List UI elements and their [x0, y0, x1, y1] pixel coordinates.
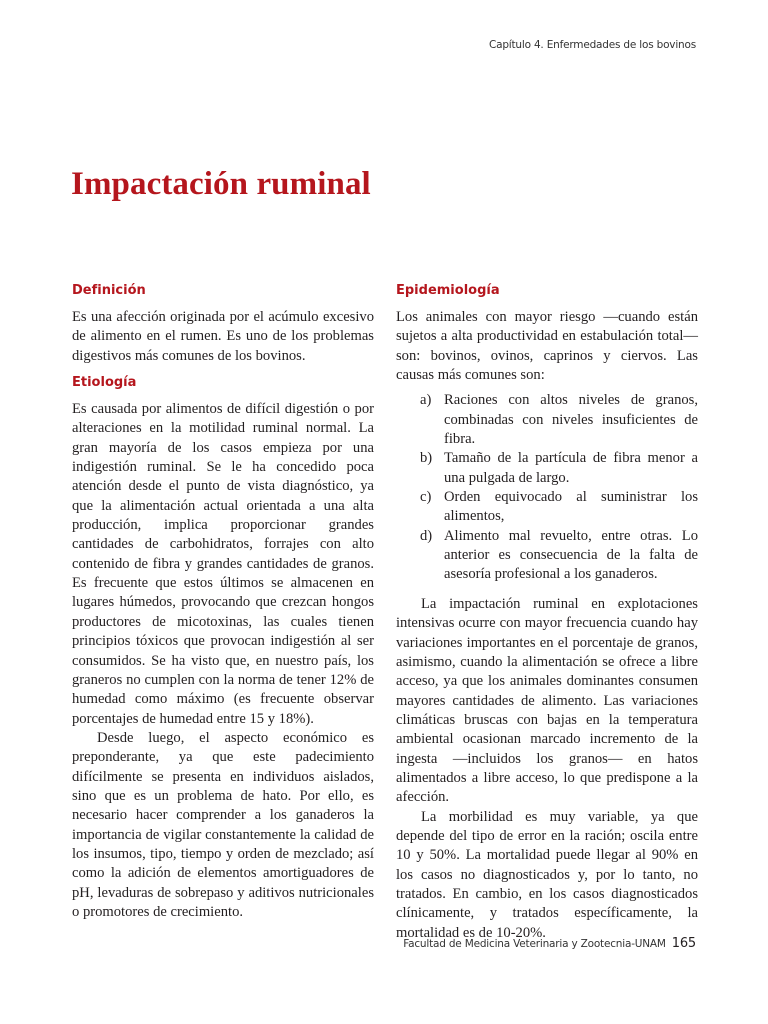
- list-item: [396, 391, 698, 449]
- etiologia-paragraph-2: Desde luego, el aspecto económico es preponderante, ya que este padecimiento difícilmente se presenta en individuos aislados, sino que es un problema de hato. Por ello, es necesario hacer comprender a los ganaderos la importancia de vigilar constantemente la calidad de los insumos, tipo, tiempo y orden de mezclado; así como la adición de elementos amortiguadores de pH, levaduras de sobrepaso y aditivos nutricionales o promotores de crecimiento.: [72, 729, 374, 920]
- list-item: [396, 527, 698, 585]
- page-footer: [403, 936, 696, 951]
- epidemiologia-intro: Los animales con mayor riesgo —cuando están sujetos a alta productividad en estabulación total— son: bovinos, ovinos, caprinos y ciervos. Las causas más comunes son:: [396, 309, 698, 384]
- list-item: [396, 488, 698, 527]
- definicion-text: Es una afección originada por el acúmulo excesivo de alimento en el rumen. Es uno de los problemas digestivos más comunes de los bovinos.: [72, 309, 374, 364]
- left-column: [72, 280, 374, 922]
- epidemiologia-heading: Epidemiología: [396, 283, 500, 298]
- causes-list: [396, 391, 698, 584]
- list-item: [396, 449, 698, 488]
- list-item-text: Raciones con altos niveles de granos, combinadas con niveles insuficientes de fibra.: [444, 392, 698, 448]
- right-column: [396, 280, 698, 943]
- epidemiologia-paragraph-1: La impactación ruminal en explotaciones intensivas ocurre con mayor frecuencia cuando hay variaciones importantes en el porcentaje de granos, asimismo, cuando la alimentación se ofrece a libre acceso, ya que los animales dominantes consumen mayores cantidades de alimento. Las variaciones climáticas bruscas con bajas en la temperatura ambiental ocasionan marcado incremento de la ingesta —incluidos los granos— en hatos alimentados a libre acceso, lo que predispone a la afección.: [396, 595, 698, 806]
- list-marker: d): [420, 527, 433, 544]
- epidemiologia-paragraph-2: La morbilidad es muy variable, ya que depende del tipo de error en la ración; oscila entre 10 y 50%. La mortalidad puede llegar al 90% en los casos no diagnosticados y, por lo tanto, no tratados. En cambio, en los casos diagnosticados clínicamente, y tratados específicamente, la mortalidad es de 10-20%.: [396, 808, 698, 941]
- running-head: Capítulo 4. Enfermedades de los bovinos: [488, 39, 696, 51]
- list-marker: c): [420, 489, 432, 506]
- list-item-text: Alimento mal revuelto, entre otras. Lo anterior es consecuencia de la falta de asesoría profesional a los ganaderos.: [444, 527, 698, 583]
- list-marker: a): [420, 392, 432, 409]
- list-item-text: Tamaño de la partícula de fibra menor a una pulgada de largo.: [444, 450, 698, 486]
- footer-institution: Facultad de Medicina Veterinaria y Zootecnia-UNAM: [403, 938, 666, 950]
- list-marker: b): [420, 450, 433, 467]
- page-number: 165: [671, 936, 696, 951]
- list-item-text: Orden equivocado al suministrar los alimentos,: [444, 489, 698, 525]
- etiologia-heading: Etiología: [72, 375, 137, 391]
- definicion-heading: Definición: [72, 283, 146, 298]
- page-title: Impactación ruminal: [71, 166, 371, 202]
- etiologia-paragraph-1: Es causada por alimentos de difícil digestión o por alteraciones en la motilidad ruminal normal. La gran mayoría de los casos empieza por una indigestión ruminal. Se le ha concedido poca atención desde el punto de vista diagnóstico, ya que la alimentación actual orientada a una alta producción, implica proporcionar grandes cantidades de carbohidratos, forrajes con alto contenido de fibra y grandes cantidades de granos. Es frecuente que estos últimos se almacenen en lugares húmedos, provocando que crezcan hongos productores de micotoxinas, las cuales tienen principios tóxicos que provocan indigestión al ser consumidos. Se ha visto que, en nuestro país, los graneros no cumplen con la norma de tener 12% de humedad como máximo (es frecuente observar porcentajes de humedad entre 15 y 18%).: [72, 401, 374, 727]
